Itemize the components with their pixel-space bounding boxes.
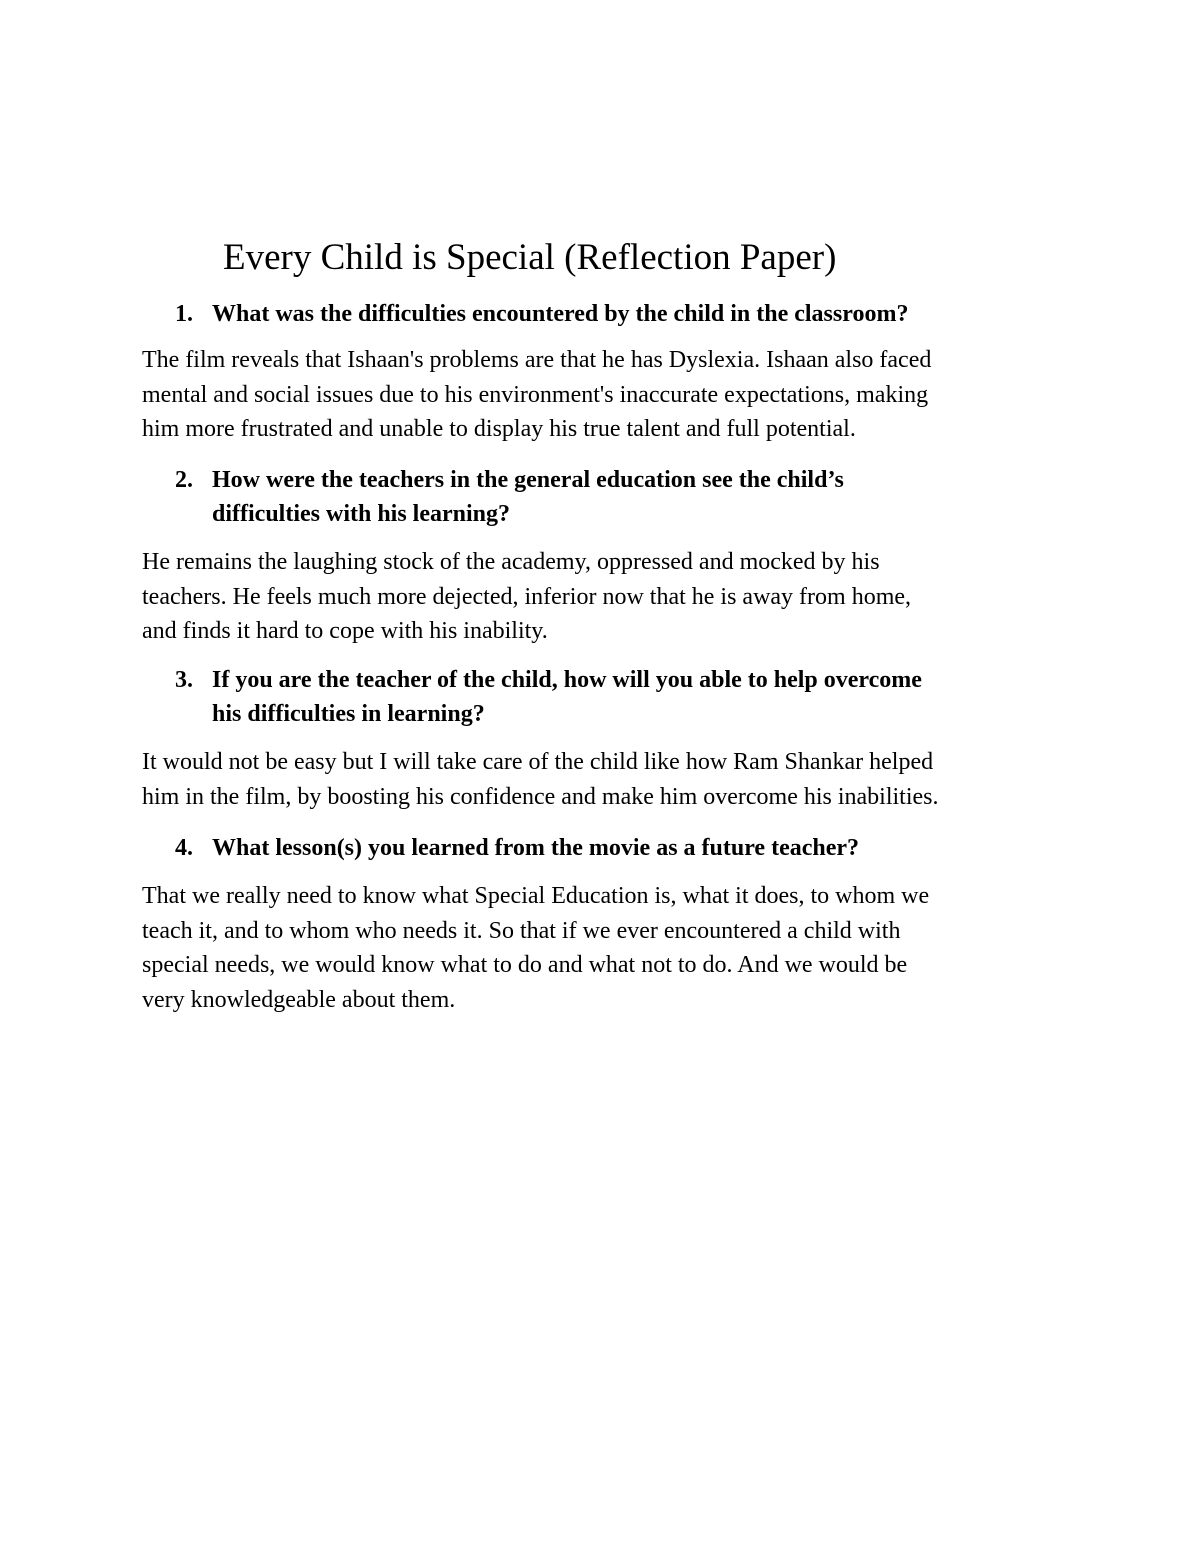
answer-line: special needs, we would know what to do and what not to do. And we would be [142,952,908,978]
question-1 [175,297,1075,331]
question-line: What lesson(s) you learned from the movie as a future teacher? [212,835,860,861]
question-line: his difficulties in learning? [212,701,485,727]
answer-line: him more frustrated and unable to display his true talent and full potential. [142,416,856,442]
question-line: How were the teachers in the general education see the child’s [212,467,844,493]
answer-line: He remains the laughing stock of the academy, oppressed and mocked by his [142,549,880,575]
answer-2 [142,545,1072,649]
question-number: 2. [175,467,193,493]
answer-line: teachers. He feels much more dejected, inferior now that he is away from home, [142,583,912,610]
question-line: What was the difficulties encountered by the child in the classroom? [212,301,909,327]
answer-line: teach it, and to whom who needs it. So that if we ever encountered a child with [142,917,901,944]
answer-line: The film reveals that Ishaan's problems are that he has Dyslexia. Ishaan also faced [142,347,932,373]
answer-line: mental and social issues due to his environment's inaccurate expectations, making [142,381,929,408]
question-number: 3. [175,667,193,693]
answer-4 [142,879,1072,1017]
answer-line: him in the film, by boosting his confidence and make him overcome his inabilities. [142,783,939,810]
answer-1 [142,343,1072,447]
answer-line: That we really need to know what Special Education is, what it does, to whom we [142,883,930,909]
question-number: 1. [175,301,193,327]
question-line: difficulties with his learning? [212,501,511,527]
answer-3 [142,745,1072,814]
answer-line: and finds it hard to cope with his inability. [142,618,548,644]
question-line: If you are the teacher of the child, how will you able to help overcome [212,667,922,693]
question-3 [175,663,1075,731]
answer-line: very knowledgeable about them. [142,986,456,1013]
question-4 [175,831,1075,865]
answer-line: It would not be easy but I will take care of the child like how Ram Shankar helped [142,749,934,775]
question-2 [175,463,1075,531]
document-title: Every Child is Special (Reflection Paper) [223,237,837,278]
question-number: 4. [175,835,193,861]
